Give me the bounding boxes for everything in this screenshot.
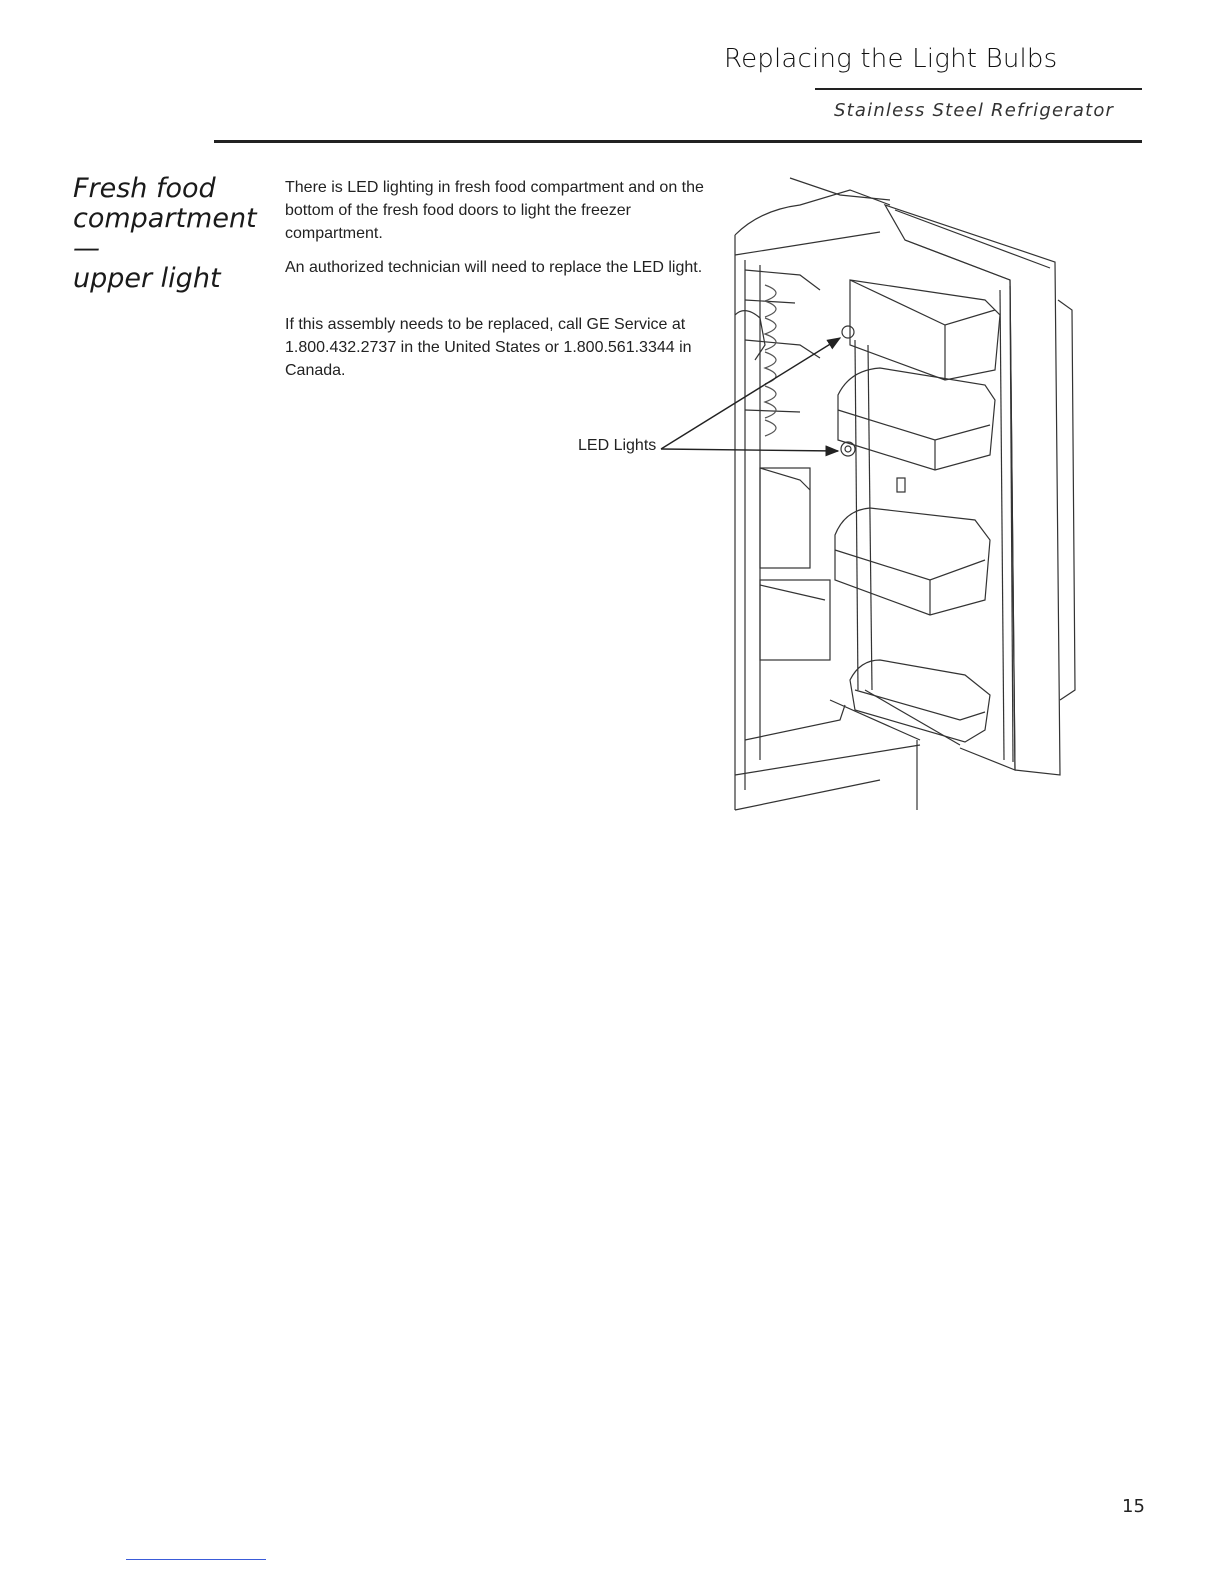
paragraph-led-lighting: There is LED lighting in fresh food compartment and on the bottom of the fresh food doors to light the freezer compartment. <box>285 179 704 242</box>
paragraph-technician: An authorized technician will need to replace the LED light. <box>285 259 703 276</box>
callout-arrow-lower <box>661 449 838 451</box>
callout-arrow-upper <box>661 338 840 449</box>
refrigerator-door-diagram <box>560 170 1100 820</box>
door-bins <box>835 280 1000 742</box>
section-heading-line: compartment— <box>73 203 257 264</box>
header-divider-short <box>815 88 1142 90</box>
header-divider-long <box>214 140 1142 143</box>
footer-divider <box>126 1559 266 1560</box>
page-subtitle: Stainless Steel Refrigerator <box>834 100 1115 121</box>
fresh-food-shelves <box>735 270 820 436</box>
callout-arrows <box>661 338 840 451</box>
lower-led-light-icon <box>841 442 855 456</box>
paragraph-service-contact: If this assembly needs to be replaced, call GE Service at 1.800.432.2737 in the United States or 1.800.561.3344 in Canada. <box>285 316 692 379</box>
section-heading <box>73 174 273 294</box>
section-heading-line: upper light <box>73 263 221 294</box>
page-title: Replacing the Light Bulbs <box>724 44 1058 74</box>
fridge-door <box>855 205 1075 775</box>
page-number: 15 <box>1122 1496 1145 1517</box>
crisper-drawers <box>760 468 830 660</box>
refrigerator-cabinet <box>735 178 920 810</box>
upper-led-light-icon <box>842 326 854 338</box>
section-heading-line: Fresh food <box>73 173 216 204</box>
led-lights-callout-label: LED Lights <box>578 437 657 454</box>
